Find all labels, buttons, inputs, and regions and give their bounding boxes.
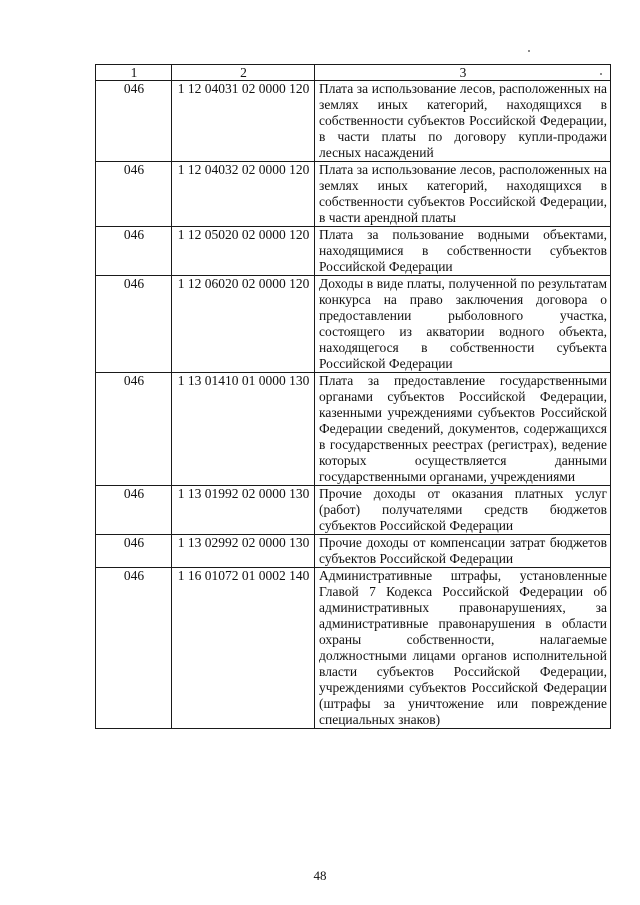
description-cell: Плата за предоставление государственными органами субъектов Российской Федерации, казенными учреждениями субъектов Российской Федерации сведений, документов, содержащихся в государственных реестрах (регистрах), ведение которых осуществляется данными государственными органами, учреждениями: [315, 373, 611, 486]
description-cell: Плата за использование лесов, расположенных на землях иных категорий, находящихся в собственности субъектов Российской Федерации, в части платы по договору купли-продажи лесных насаждений: [315, 81, 611, 162]
kbk-code-cell: 1 13 02992 02 0000 130: [172, 535, 315, 568]
admin-code-cell: 046: [96, 276, 172, 373]
description-cell: Доходы в виде платы, полученной по результатам конкурса на право заключения договора о предоставлении рыболовного участка, состоящего из акватории водного объекта, находящегося в собственности субъекта Российской Федерации: [315, 276, 611, 373]
scan-speck: [528, 50, 530, 52]
kbk-code-cell: 1 13 01410 01 0000 130: [172, 373, 315, 486]
table-row: [96, 568, 611, 729]
admin-code-cell: 046: [96, 535, 172, 568]
table-row: [96, 486, 611, 535]
table-row: [96, 276, 611, 373]
header-col-2: 2: [172, 65, 315, 81]
kbk-code-cell: 1 12 04031 02 0000 120: [172, 81, 315, 162]
admin-code-cell: 046: [96, 81, 172, 162]
admin-code-cell: 046: [96, 568, 172, 729]
header-row: [96, 65, 611, 81]
table-row: [96, 535, 611, 568]
table-row: [96, 81, 611, 162]
description-cell: Плата за использование лесов, расположенных на землях иных категорий, находящихся в собственности субъектов Российской Федерации, в части арендной платы: [315, 162, 611, 227]
admin-code-cell: 046: [96, 227, 172, 276]
header-col-3: 3: [315, 65, 611, 81]
admin-code-cell: 046: [96, 373, 172, 486]
admin-code-cell: 046: [96, 162, 172, 227]
kbk-code-cell: 1 16 01072 01 0002 140: [172, 568, 315, 729]
description-cell: Прочие доходы от компенсации затрат бюджетов субъектов Российской Федерации: [315, 535, 611, 568]
table-row: [96, 162, 611, 227]
revenue-table: [95, 64, 611, 729]
description-cell: Административные штрафы, установленные Главой 7 Кодекса Российской Федерации об административных правонарушениях, за административные правонарушения в области охраны собственности, налагаемые должностными лицами органов исполнительной власти субъектов Российской Федерации, учреждениями субъектов Российской Федерации (штрафы за уничтожение или повреждение специальных знаков): [315, 568, 611, 729]
table-row: [96, 227, 611, 276]
description-cell: Плата за пользование водными объектами, находящимися в собственности субъектов Российской Федерации: [315, 227, 611, 276]
kbk-code-cell: 1 12 04032 02 0000 120: [172, 162, 315, 227]
admin-code-cell: 046: [96, 486, 172, 535]
kbk-code-cell: 1 12 06020 02 0000 120: [172, 276, 315, 373]
page-number: 48: [313, 868, 327, 883]
header-col-1: 1: [96, 65, 172, 81]
kbk-code-cell: 1 13 01992 02 0000 130: [172, 486, 315, 535]
table-row: [96, 373, 611, 486]
description-cell: Прочие доходы от оказания платных услуг (работ) получателями средств бюджетов субъектов Российской Федерации: [315, 486, 611, 535]
kbk-code-cell: 1 12 05020 02 0000 120: [172, 227, 315, 276]
